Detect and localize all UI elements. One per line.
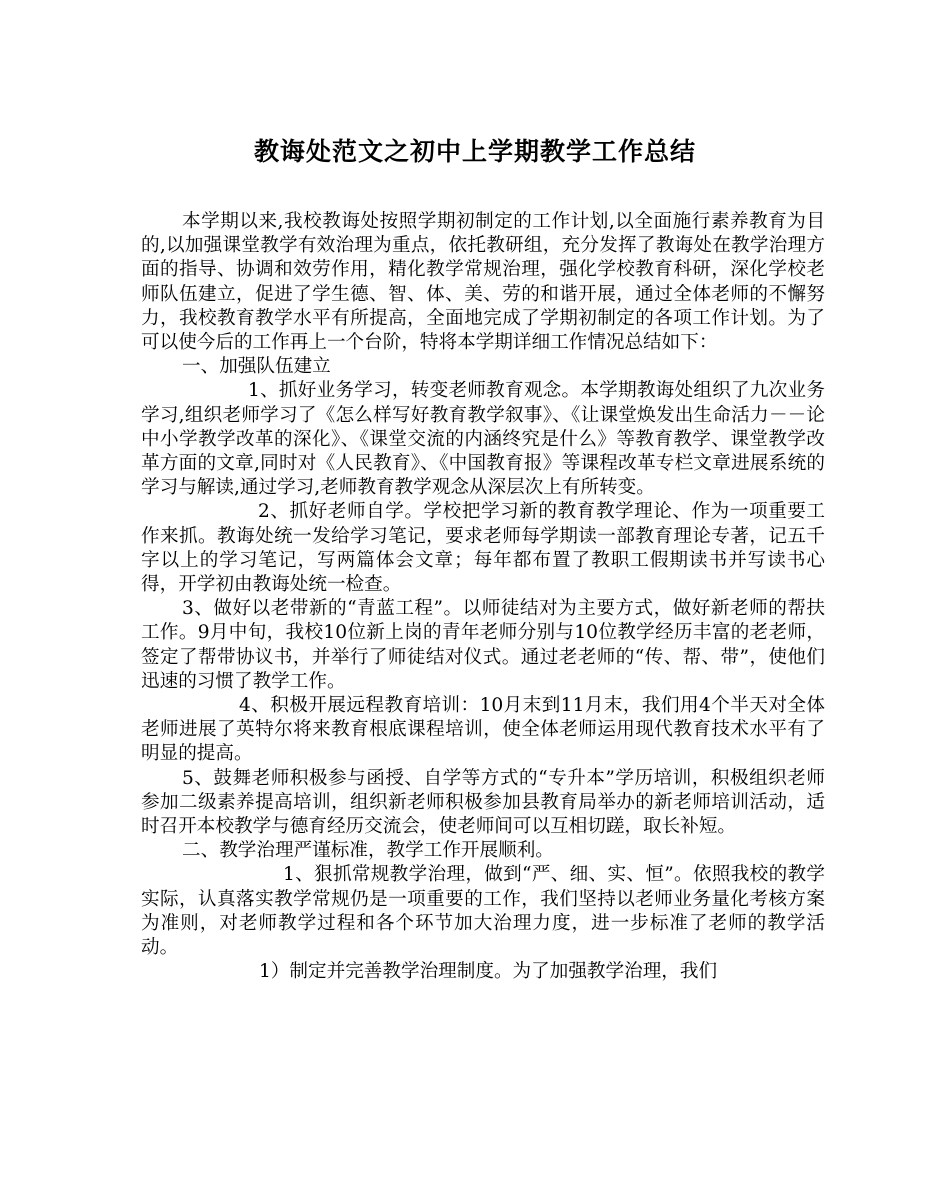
paragraph-item-4: 4、积极开展远程教育培训：10月末到11月末，我们用4个半天对全体老师进展了英特尔将来教育根底课程培训，使全体老师运用现代教育技术水平有了明显的提高。 [141, 695, 825, 765]
section-heading-1: 一、加强队伍建立 [182, 356, 331, 378]
document-title: 教诲处范文之初中上学期教学工作总结 [253, 137, 696, 166]
section-heading-2: 二、教学治理严谨标准，教学工作开展顺利。 [182, 840, 554, 862]
paragraph-item-1: 1、抓好业务学习，转变老师教育观念。本学期教诲处组织了九次业务学习,组织老师学习了《怎么样写好教育教学叙事》、《让课堂焕发出生命活力－－论中小学教学改革的深化》、《课堂交流的内涵终究是什么》等教育教学、课堂教学改革方面的文章,同时对《人民教育》、《中国教育报》等课程改革专栏文章进展系统的学习与解读,通过学习,老师教育教学观念从深层次上有所转变。 [141, 380, 825, 499]
paragraph-item-2-1-1: 1）制定并完善教学治理制度。为了加强教学治理，我们 [259, 961, 718, 983]
paragraph-item-2-1: 1、狠抓常规教学治理，做到“严、细、实、恒”。依照我校的教学实际，认真落实教学常规仍是一项重要的工作，我们坚持以老师业务量化考核方案为准则，对老师教学过程和各个环节加大治理力度，进一步标准了老师的教学活动。 [141, 864, 825, 959]
paragraph-item-5: 5、鼓舞老师积极参与函授、自学等方式的“专升本”学历培训，积极组织老师参加二级素养提高培训，组织新老师积极参加县教育局举办的新老师培训活动，适时召开本校教学与德育经历交流会，使老师间可以互相切蹉，取长补短。 [141, 767, 825, 838]
paragraph-item-2: 2、抓好老师自学。学校把学习新的教育教学理论、作为一项重要工作来抓。教诲处统一发给学习笔记，要求老师每学期读一部教育理论专著，记五千字以上的学习笔记，写两篇体会文章；每年都布置了教职工假期读书并写读书心得，开学初由教诲处统一检查。 [141, 501, 825, 596]
paragraph-intro: 本学期以来,我校教诲处按照学期初制定的工作计划,以全面施行素养教育为目的,以加强课堂教学有效治理为重点，依托教研组，充分发挥了教诲处在教学治理方面的指导、协调和效劳作用，精化教学常规治理，强化学校教育科研，深化学校老师队伍建立，促进了学生德、智、体、美、劳的和谐开展，通过全体老师的不懈努力，我校教育教学水平有所提高，全面地完成了学期初制定的各项工作计划。为了可以使今后的工作再上一个台阶，特将本学期详细工作情况总结如下： [141, 211, 825, 354]
paragraph-item-3: 3、做好以老带新的“青蓝工程”。以师徒结对为主要方式，做好新老师的帮扶工作。9月中旬，我校10位新上岗的青年老师分别与10位教学经历丰富的老老师，签定了帮带协议书，并举行了师徒结对仪式。通过老老师的“传、帮、带”，使他们迅速的习惯了教学工作。 [141, 598, 825, 692]
document-body [141, 210, 825, 985]
